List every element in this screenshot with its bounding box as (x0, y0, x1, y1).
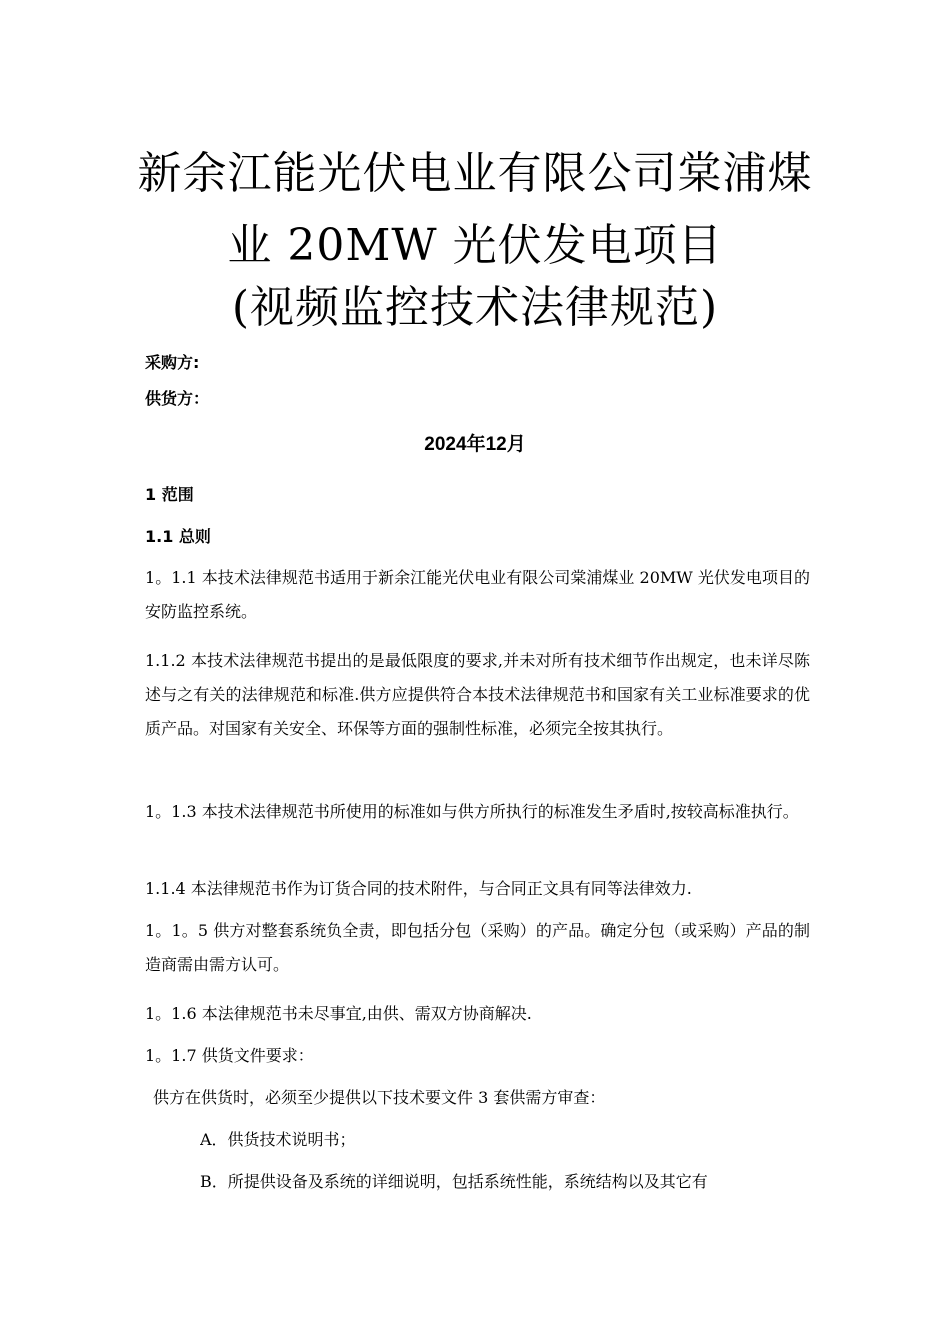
paragraph-1-1-6: 1。1.6 本法律规范书未尽事宜,由供、需双方协商解决. (145, 1004, 532, 1023)
paragraph-1-1-2: 1.1.2 本技术法律规范书提出的是最低限度的要求,并未对所有技术细节作出规定，也未详尽陈述与之有关的法律规范和标准.供方应提供符合本技术法律规范书和国家有关工业标准要求的优质产品。对国家有关安全、环保等方面的强制性标准，必须完全按其执行。 (145, 651, 810, 738)
supplier-label: 供货方： (145, 389, 210, 408)
document-title-line-1: 新余江能光伏电业有限公司棠浦煤 (137, 148, 813, 199)
paragraph-1-1-3: 1。1.3 本技术法律规范书所使用的标准如与供方所执行的标准发生矛盾时,按较高标准执行。 (145, 802, 799, 821)
paragraph-documents-requirement: 供方在供货时，必须至少提供以下技术要文件 3 套供需方审查： (153, 1088, 606, 1107)
document-title-line-3: (视频监控技术法律规范) (231, 282, 719, 333)
section-heading-scope: 1 范围 (145, 485, 194, 504)
document-date: 2024年12月 (424, 434, 526, 455)
list-item-a: A．供货技术说明书； (200, 1130, 356, 1149)
paragraph-1-1-1: 1。1.1 本技术法律规范书适用于新余江能光伏电业有限公司棠浦煤业 20MW 光伏发电项目的安防监控系统。 (145, 568, 810, 621)
list-item-b: B．所提供设备及系统的详细说明，包括系统性能，系统结构以及其它有 (200, 1172, 708, 1191)
section-heading-general: 1.1 总则 (145, 527, 211, 546)
buyer-label: 采购方: (145, 353, 200, 372)
paragraph-1-1-5: 1。1。5 供方对整套系统负全责，即包括分包（采购）的产品。确定分包（或采购）产品的制造商需由需方认可。 (145, 921, 810, 974)
document-title-line-2: 业 20MW 光伏发电项目 (227, 220, 723, 271)
paragraph-1-1-4: 1.1.4 本法律规范书作为订货合同的技术附件，与合同正文具有同等法律效力. (145, 879, 692, 898)
paragraph-1-1-7: 1。1.7 供货文件要求： (145, 1046, 314, 1065)
